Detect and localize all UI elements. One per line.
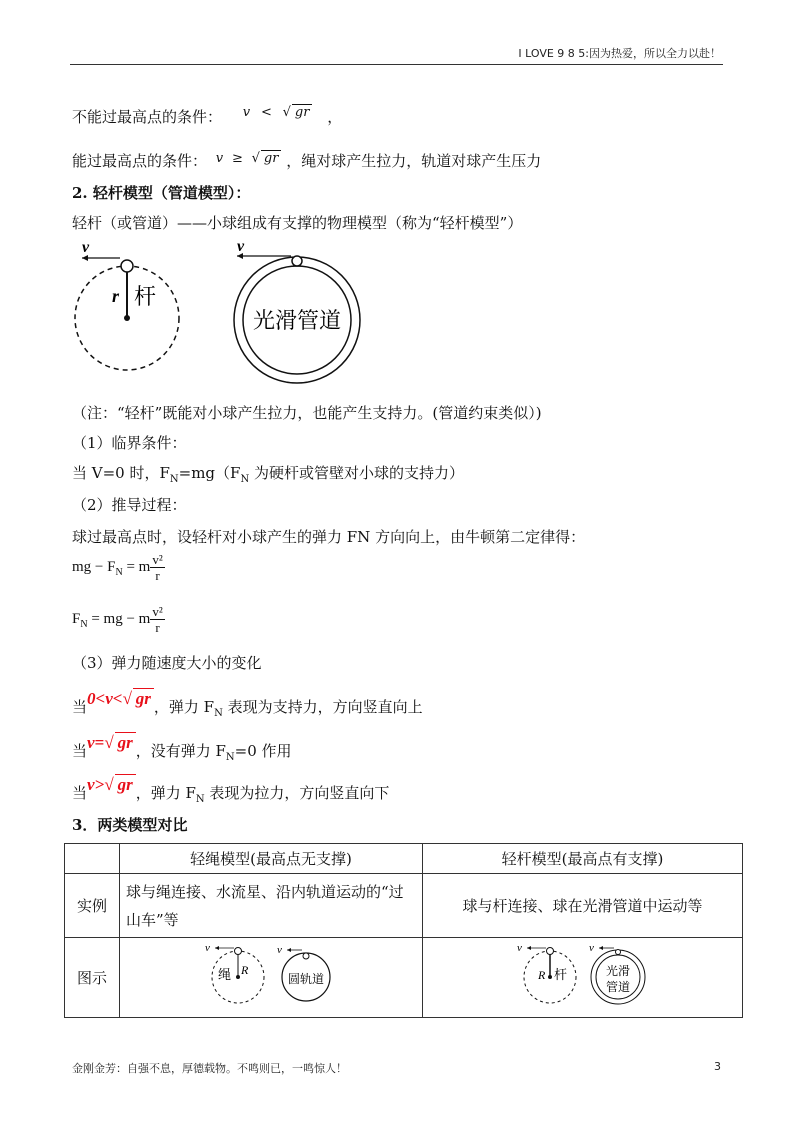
page-header: I LOVE 9 8 5:因为热爱，所以全力以赴！ (518, 47, 721, 60)
small-rod-arrow-head (527, 946, 531, 950)
small-tube-label-2: 管道 (605, 979, 630, 994)
small-rod-center-dot (548, 975, 552, 979)
small-tube-v-label: v (588, 941, 594, 954)
c1-sub-1: N (169, 474, 179, 485)
track-label: 圆轨道 (287, 971, 325, 986)
c1-c: 为硬杆或管壁对小球的支持力） (249, 464, 464, 482)
l2-sqrt: √ gr (252, 150, 282, 166)
table-cell-rod-examples: 球与杆连接、球在光滑管道中运动等 (423, 874, 743, 938)
small-rod-R-label: R (537, 967, 545, 982)
l1-v: v (242, 105, 251, 120)
case-pull (72, 775, 390, 805)
rod-figure (75, 239, 179, 370)
small-rod-label: 杆 (553, 967, 567, 983)
eq1-mid: = m (122, 559, 151, 575)
l2-label: 能过最高点的条件： (72, 152, 208, 170)
track-ball (303, 953, 309, 959)
w2-radicand: gr (115, 732, 136, 753)
rod-center-dot (124, 315, 130, 321)
section-2-desc: 轻杆（或管道）——小球组成有支撑的物理模型（称为“轻杆模型”） (72, 214, 523, 232)
table-header-rod: 轻杆模型(最高点有支撑) (423, 844, 743, 874)
step-1-text (72, 462, 464, 485)
step-1-title: （1）临界条件： (72, 434, 187, 452)
tube-figure (234, 238, 360, 383)
l1-label: 不能过最高点的条件： (72, 108, 223, 126)
eq2-sub: N (80, 618, 88, 630)
eq2-num: v² (152, 604, 163, 619)
rope-track-diagrams (201, 941, 341, 1011)
tube-ball (292, 256, 302, 266)
step-2-text: 球过最高点时，设轻杆对小球产生的弹力 FN 方向向上，由牛顿第二定律得： (72, 528, 586, 546)
table-corner-cell (65, 844, 120, 874)
w3-a: ，弹力 F (135, 784, 196, 802)
eq1-den: r (155, 568, 160, 583)
w3-radicand: gr (115, 774, 136, 795)
table-cell-rope-examples (120, 874, 423, 938)
small-rod-v-label: v (516, 941, 522, 954)
section-2-title: 2. 轻杆模型（管道模型）： (72, 184, 251, 202)
comparison-table (64, 843, 743, 1018)
small-tube-diagram (589, 942, 645, 1004)
step-2-title: （2）推导过程： (72, 496, 187, 514)
w3-b: 表现为拉力，方向竖直向下 (204, 784, 390, 802)
small-rod-ball (546, 947, 553, 954)
w1-radicand: gr (133, 688, 154, 709)
w1-a: ，弹力 F (153, 698, 215, 716)
w2-b: =0 作用 (234, 742, 292, 760)
w2-a: ，没有弹力 F (135, 742, 226, 760)
small-tube-ball (615, 949, 620, 954)
w2-prefix: 当 (72, 742, 88, 760)
l1-radicand: gr (292, 104, 313, 120)
c1-a: 当 V=0 时，F (72, 464, 170, 482)
track-arrow-head (287, 948, 291, 952)
case-support (72, 689, 423, 719)
rope-ball (235, 947, 242, 954)
l2-tail: ，绳对球产生拉力，轨道对球产生压力 (286, 152, 542, 170)
small-tube-arrow-head (599, 946, 603, 950)
eq1-left: mg − F (72, 559, 116, 575)
l2-radicand: gr (261, 150, 282, 166)
table-header-row (65, 844, 743, 874)
condition-cannot-pass (72, 106, 342, 127)
w3-prefix: 当 (72, 784, 88, 802)
track-diagram (277, 944, 330, 1001)
track-v-label: v (277, 943, 282, 956)
tube-v-label: v (237, 238, 245, 255)
case-zero (72, 733, 292, 763)
small-rod-diagram (517, 942, 576, 1003)
section-3-title: 3．两类模型对比 (72, 816, 188, 834)
w3-cond: v> (87, 775, 105, 794)
equation-1 (72, 552, 165, 583)
w1-prefix: 当 (72, 698, 88, 716)
rope-examples-line-1: 球与绳连接、水流星、沿内轨道运动的“过 (126, 882, 404, 901)
l2-v: v (215, 151, 224, 166)
header-divider (70, 64, 723, 65)
eq1-sub: N (115, 566, 123, 578)
w2-cond: v= (87, 733, 105, 752)
eq2-den: r (155, 620, 160, 635)
equation-2 (72, 604, 165, 635)
rod-name-label: 杆 (134, 285, 157, 310)
w1-sqrt: √ gr (122, 688, 153, 709)
l1-op: < (260, 105, 272, 120)
tube-name-label: 光滑管道 (252, 309, 342, 334)
rope-v-label: v (205, 941, 210, 954)
eq2-mid: = mg − m (87, 611, 151, 627)
w3-sqrt: √ gr (104, 774, 135, 795)
table-cell-rod-diagrams (423, 938, 743, 1018)
w1-b: 表现为支持力，方向竖直向上 (222, 698, 423, 716)
small-tube-label-1: 光滑 (605, 963, 630, 978)
w3-sub: N (195, 794, 205, 805)
w1-sub: N (214, 708, 223, 719)
rope-R-label: R (241, 962, 249, 977)
l1-tail: ， (327, 108, 343, 126)
table-label-diagrams: 图示 (65, 938, 120, 1018)
rod-ball (121, 260, 133, 272)
l1-sqrt: √ gr (283, 104, 313, 120)
rope-center-dot (236, 975, 240, 979)
c1-b: =mg（F (178, 464, 241, 482)
c1-sub-2: N (240, 474, 250, 485)
table-header-rope: 轻绳模型(最高点无支撑) (120, 844, 423, 874)
table-row-examples (65, 874, 743, 938)
w2-sub: N (225, 752, 235, 763)
w1-cond: 0<v< (87, 689, 123, 708)
rod-tube-figures (70, 238, 370, 388)
rod-r-label: r (112, 286, 120, 306)
rod-tube-diagrams (513, 941, 653, 1011)
w2-sqrt: √ gr (104, 732, 135, 753)
step-3-title: （3）弹力随速度大小的变化 (72, 654, 262, 672)
condition-can-pass (72, 150, 541, 171)
page-number: 3 (714, 1060, 721, 1073)
table-label-examples: 实例 (65, 874, 120, 938)
rope-diagram (205, 942, 264, 1003)
table-row-diagrams (65, 938, 743, 1018)
eq1-num: v² (152, 552, 163, 567)
rope-examples-line-2: 山车”等 (126, 910, 179, 929)
eq2-fraction (150, 604, 164, 635)
rope-label: 绳 (218, 967, 232, 983)
rope-arrow-head (215, 946, 219, 950)
l2-op: ≥ (231, 151, 243, 166)
eq2-left: F (72, 611, 81, 627)
note-line: （注：“轻杆”既能对小球产生拉力，也能产生支持力。(管道约束类似）) (72, 404, 542, 422)
page-footer: 金刚金芳：自强不息，厚德载物。不鸣则已，一鸣惊人！ (72, 1062, 347, 1075)
table-cell-rope-diagrams (120, 938, 423, 1018)
rod-v-label: v (82, 239, 90, 256)
eq1-fraction (150, 552, 164, 583)
